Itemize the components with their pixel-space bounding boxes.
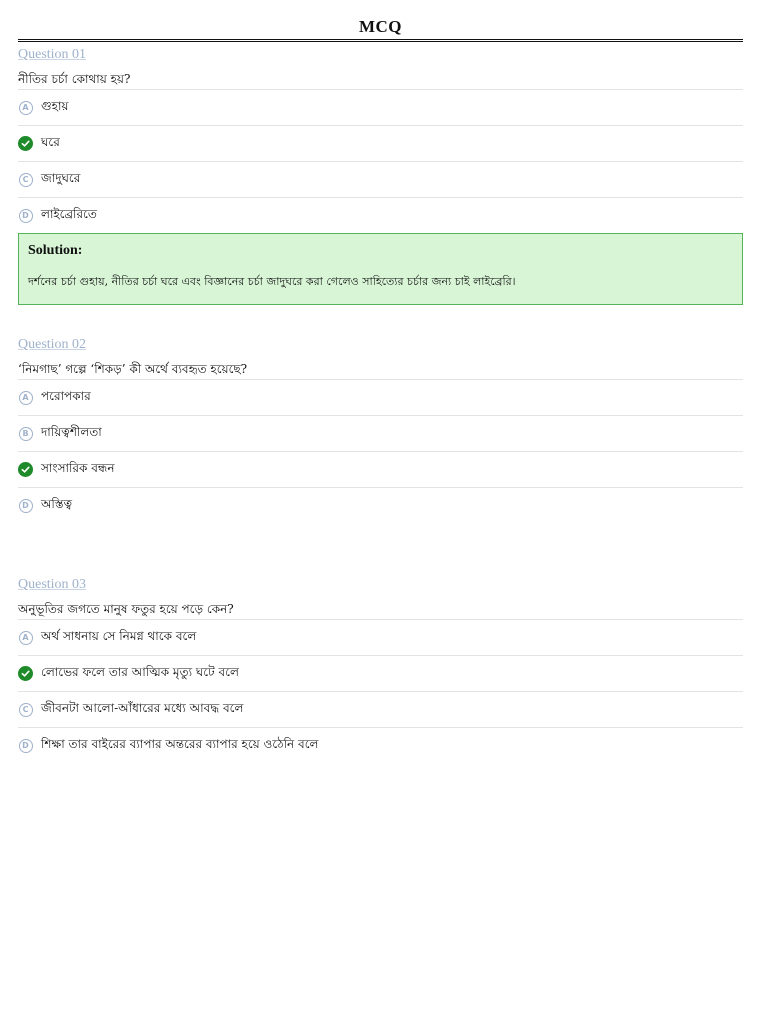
- option-text: দায়িত্বশীলতা: [41, 424, 102, 439]
- option-letter-a-icon: A: [19, 101, 33, 115]
- option-text: অর্থ সাধনায় সে নিমগ্ন থাকে বলে: [41, 628, 197, 643]
- option-letter-d-icon: D: [19, 209, 33, 223]
- option-letter-c-icon: C: [19, 703, 33, 717]
- question-text: অনুভূতির জগতে মানুষ ফতুর হয়ে পড়ে কেন?: [18, 602, 234, 616]
- option-d[interactable]: [18, 197, 743, 233]
- option-letter-a-icon: A: [19, 391, 33, 405]
- solution-title: Solution:: [28, 243, 83, 258]
- question-text: নীতির চর্চা কোথায় হয়?: [18, 72, 131, 86]
- title-divider: [18, 39, 743, 42]
- option-b[interactable]: [18, 655, 743, 691]
- solution-box: [18, 233, 743, 305]
- option-text: জাদুঘরে: [41, 170, 81, 185]
- option-c[interactable]: [18, 451, 743, 487]
- option-text: শিক্ষা তার বাইরের ব্যাপার অন্তরের ব্যাপার হয়ে ওঠেনি বলে: [41, 736, 319, 751]
- option-letter-d-icon: D: [19, 739, 33, 753]
- page-title: MCQ: [358, 17, 403, 36]
- option-text: অস্তিত্ব: [41, 496, 72, 511]
- option-d[interactable]: [18, 727, 743, 763]
- option-a[interactable]: [18, 89, 743, 125]
- option-b[interactable]: [18, 125, 743, 161]
- mcq-page: [18, 16, 743, 763]
- option-text: গুহায়: [41, 98, 69, 113]
- option-a[interactable]: [18, 379, 743, 415]
- option-d[interactable]: [18, 487, 743, 523]
- question-card: [18, 336, 743, 523]
- solution-text: দর্শনের চর্চা গুহায়, নীতির চর্চা ঘরে এবং বিজ্ঞানের চর্চা জাদুঘরে করা গেলেও সাহিত্যের চর্চার জন্য চাই লাইব্রেরি।: [28, 275, 516, 288]
- question-label[interactable]: Question 01: [18, 47, 87, 62]
- option-text: সাংসারিক বন্ধন: [41, 460, 115, 475]
- correct-check-icon: [18, 462, 33, 477]
- option-letter-a-icon: A: [19, 631, 33, 645]
- question-card: [18, 576, 743, 763]
- option-text: লোভের ফলে তার আত্মিক মৃত্যু ঘটে বলে: [41, 664, 239, 679]
- option-a[interactable]: [18, 619, 743, 655]
- option-b[interactable]: [18, 415, 743, 451]
- option-letter-b-icon: B: [19, 427, 33, 441]
- option-text: পরোপকার: [41, 388, 91, 403]
- option-text: ঘরে: [41, 134, 60, 149]
- option-c[interactable]: [18, 161, 743, 197]
- option-text: জীবনটা আলো-আঁধারের মধ্যে আবদ্ধ বলে: [41, 700, 244, 715]
- option-c[interactable]: [18, 691, 743, 727]
- option-letter-d-icon: D: [19, 499, 33, 513]
- question-label[interactable]: Question 02: [18, 337, 87, 352]
- correct-check-icon: [18, 136, 33, 151]
- correct-check-icon: [18, 666, 33, 681]
- question-label[interactable]: Question 03: [18, 577, 87, 592]
- option-text: লাইব্রেরিতে: [41, 206, 97, 221]
- question-text: ‘নিমগাছ’ গল্পে ‘শিকড়’ কী অর্থে ব্যবহৃত হয়েছে?: [18, 362, 248, 376]
- question-card: [18, 46, 743, 305]
- option-letter-c-icon: C: [19, 173, 33, 187]
